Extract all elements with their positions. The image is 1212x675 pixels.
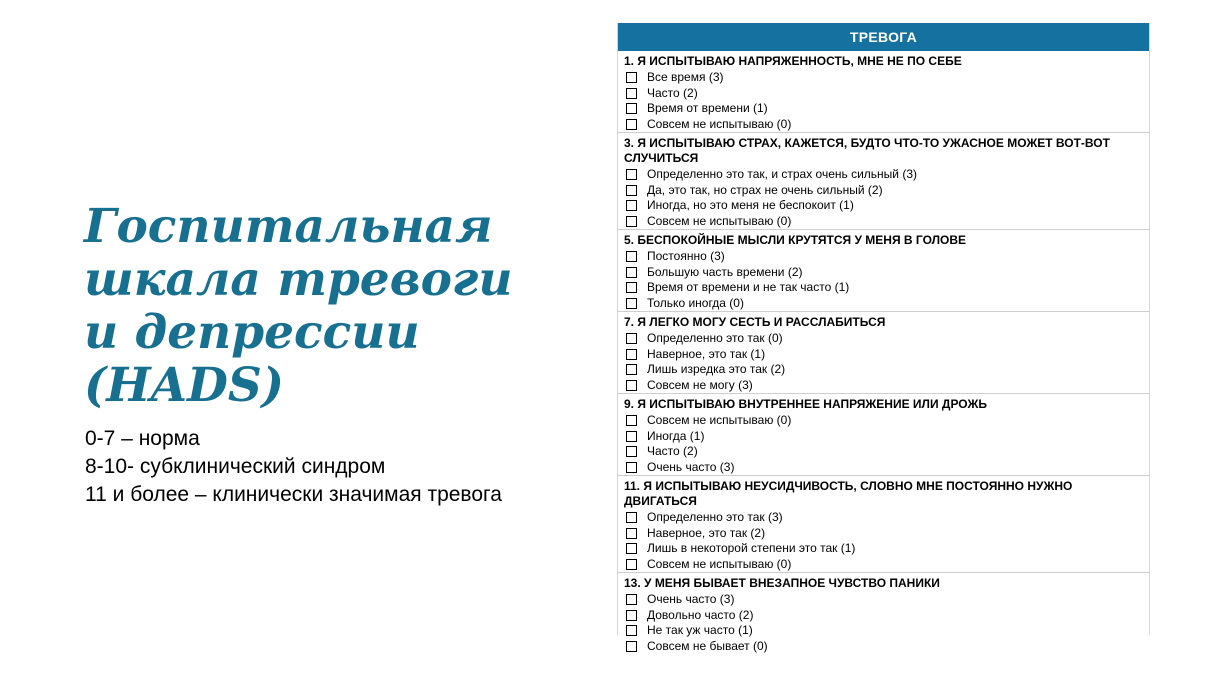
checkbox-icon[interactable] bbox=[626, 88, 637, 99]
question-block bbox=[618, 475, 1149, 572]
title-line: и депрессии bbox=[84, 305, 420, 360]
title-line: шкала тревоги bbox=[84, 252, 513, 307]
answer-label: Да, это так, но страх не очень сильный (2) bbox=[647, 182, 883, 197]
answer-option[interactable] bbox=[624, 198, 1143, 214]
answer-option[interactable] bbox=[624, 378, 1143, 394]
answer-option[interactable] bbox=[624, 362, 1143, 378]
answer-label: Совсем не испытываю (0) bbox=[647, 116, 792, 131]
slide-title bbox=[84, 200, 584, 412]
question-title: 9. Я ИСПЫТЫВАЮ ВНУТРЕННЕЕ НАПРЯЖЕНИЕ ИЛИ ДРОЖЬ bbox=[624, 397, 987, 411]
questionnaire-header: ТРЕВОГА bbox=[618, 23, 1149, 51]
answer-option[interactable] bbox=[624, 608, 1143, 624]
question-block bbox=[618, 51, 1149, 132]
checkbox-icon[interactable] bbox=[626, 216, 637, 227]
answer-option[interactable] bbox=[624, 347, 1143, 363]
question-block bbox=[618, 572, 1149, 654]
question-list bbox=[618, 51, 1149, 654]
answer-option[interactable] bbox=[624, 510, 1143, 526]
checkbox-icon[interactable] bbox=[626, 349, 637, 360]
question-title: 11. Я ИСПЫТЫВАЮ НЕУСИДЧИВОСТЬ, СЛОВНО МНЕ ПОСТОЯННО НУЖНО ДВИГАТЬСЯ bbox=[624, 479, 1073, 508]
answer-option[interactable] bbox=[624, 280, 1143, 296]
answer-option[interactable] bbox=[624, 413, 1143, 429]
answer-option[interactable] bbox=[624, 592, 1143, 608]
checkbox-icon[interactable] bbox=[626, 103, 637, 114]
answer-label: Наверное, это так (1) bbox=[647, 346, 766, 361]
answer-label: Все время (3) bbox=[647, 70, 724, 84]
answer-label: Иногда, но это меня не беспокоит (1) bbox=[647, 198, 854, 212]
checkbox-icon[interactable] bbox=[626, 543, 637, 554]
answer-label: Большую часть времени (2) bbox=[647, 264, 803, 279]
answer-label: Лишь в некоторой степени это так (1) bbox=[647, 541, 856, 555]
checkbox-icon[interactable] bbox=[626, 267, 637, 278]
question-block bbox=[618, 229, 1149, 311]
answer-label: Время от времени и не так часто (1) bbox=[647, 280, 850, 294]
answer-option[interactable] bbox=[624, 249, 1143, 265]
answer-option[interactable] bbox=[624, 623, 1143, 639]
answer-option[interactable] bbox=[624, 444, 1143, 460]
answer-option[interactable] bbox=[624, 429, 1143, 445]
answer-option[interactable] bbox=[624, 183, 1143, 199]
answer-label: Совсем не испытываю (0) bbox=[647, 413, 792, 427]
answer-label: Только иногда (0) bbox=[647, 295, 744, 310]
answer-label: Часто (2) bbox=[647, 444, 698, 458]
checkbox-icon[interactable] bbox=[626, 380, 637, 391]
checkbox-icon[interactable] bbox=[626, 298, 637, 309]
title-line: (HADS) bbox=[84, 358, 285, 413]
answer-label: Совсем не испытываю (0) bbox=[647, 556, 792, 571]
checkbox-icon[interactable] bbox=[626, 364, 637, 375]
checkbox-icon[interactable] bbox=[626, 431, 637, 442]
answer-option[interactable] bbox=[624, 296, 1143, 312]
answer-label: Очень часто (3) bbox=[647, 459, 735, 474]
score-line: 8-10- субклинический синдром bbox=[85, 455, 386, 478]
answer-label: Совсем не могу (3) bbox=[647, 377, 753, 392]
checkbox-icon[interactable] bbox=[626, 512, 637, 523]
checkbox-icon[interactable] bbox=[626, 610, 637, 621]
anxiety-questionnaire bbox=[617, 23, 1150, 653]
score-line: 11 и более – клинически значимая тревога bbox=[85, 483, 502, 506]
checkbox-icon[interactable] bbox=[626, 415, 637, 426]
checkbox-icon[interactable] bbox=[626, 251, 637, 262]
answer-option[interactable] bbox=[624, 117, 1143, 133]
checkbox-icon[interactable] bbox=[626, 333, 637, 344]
checkbox-icon[interactable] bbox=[626, 528, 637, 539]
answer-label: Часто (2) bbox=[647, 85, 698, 100]
checkbox-icon[interactable] bbox=[626, 446, 637, 457]
answer-label: Наверное, это так (2) bbox=[647, 525, 766, 540]
checkbox-icon[interactable] bbox=[626, 594, 637, 605]
answer-label: Определенно это так, и страх очень сильный (3) bbox=[647, 167, 917, 181]
answer-label: Очень часто (3) bbox=[647, 592, 735, 606]
question-title: 13. У МЕНЯ БЫВАЕТ ВНЕЗАПНОЕ ЧУВСТВО ПАНИКИ bbox=[624, 576, 940, 590]
question-title: 3. Я ИСПЫТЫВАЮ СТРАХ, КАЖЕТСЯ, БУДТО ЧТО-ТО УЖАСНОЕ МОЖЕТ ВОТ-ВОТ СЛУЧИТЬСЯ bbox=[624, 136, 1110, 165]
answer-option[interactable] bbox=[624, 331, 1143, 347]
answer-option[interactable] bbox=[624, 214, 1143, 230]
answer-label: Лишь изредка это так (2) bbox=[647, 362, 786, 376]
answer-label: Не так уж часто (1) bbox=[647, 623, 753, 637]
answer-label: Время от времени (1) bbox=[647, 101, 768, 115]
answer-label: Определенно это так (0) bbox=[647, 331, 783, 345]
question-block bbox=[618, 132, 1149, 229]
checkbox-icon[interactable] bbox=[626, 282, 637, 293]
question-title: 1. Я ИСПЫТЫВАЮ НАПРЯЖЕННОСТЬ, МНЕ НЕ ПО СЕБЕ bbox=[624, 54, 962, 68]
score-interpretation bbox=[85, 425, 502, 509]
checkbox-icon[interactable] bbox=[626, 641, 637, 652]
question-title: 7. Я ЛЕГКО МОГУ СЕСТЬ И РАССЛАБИТЬСЯ bbox=[624, 315, 886, 329]
question-title: 5. БЕСПОКОЙНЫЕ МЫСЛИ КРУТЯТСЯ У МЕНЯ В ГОЛОВЕ bbox=[624, 233, 967, 247]
answer-option[interactable] bbox=[624, 86, 1143, 102]
question-block bbox=[618, 311, 1149, 393]
answer-label: Совсем не испытываю (0) bbox=[647, 213, 792, 228]
answer-option[interactable] bbox=[624, 167, 1143, 183]
answer-label: Совсем не бывает (0) bbox=[647, 638, 768, 653]
checkbox-icon[interactable] bbox=[626, 72, 637, 83]
answer-label: Довольно часто (2) bbox=[647, 607, 754, 622]
answer-option[interactable] bbox=[624, 70, 1143, 86]
answer-label: Постоянно (3) bbox=[647, 249, 725, 263]
checkbox-icon[interactable] bbox=[626, 625, 637, 636]
checkbox-icon[interactable] bbox=[626, 119, 637, 130]
checkbox-icon[interactable] bbox=[626, 169, 637, 180]
question-block bbox=[618, 393, 1149, 475]
answer-label: Иногда (1) bbox=[647, 428, 705, 443]
answer-option[interactable] bbox=[624, 526, 1143, 542]
answer-option[interactable] bbox=[624, 265, 1143, 281]
checkbox-icon[interactable] bbox=[626, 185, 637, 196]
answer-option[interactable] bbox=[624, 101, 1143, 117]
answer-option[interactable] bbox=[624, 541, 1143, 557]
answer-option[interactable] bbox=[624, 557, 1143, 573]
score-line: 0-7 – норма bbox=[85, 427, 200, 450]
title-line: Госпитальная bbox=[84, 199, 493, 254]
answer-label: Определенно это так (3) bbox=[647, 510, 783, 524]
checkbox-icon[interactable] bbox=[626, 559, 637, 570]
checkbox-icon[interactable] bbox=[626, 462, 637, 473]
answer-option[interactable] bbox=[624, 639, 1143, 655]
answer-option[interactable] bbox=[624, 460, 1143, 476]
checkbox-icon[interactable] bbox=[626, 200, 637, 211]
